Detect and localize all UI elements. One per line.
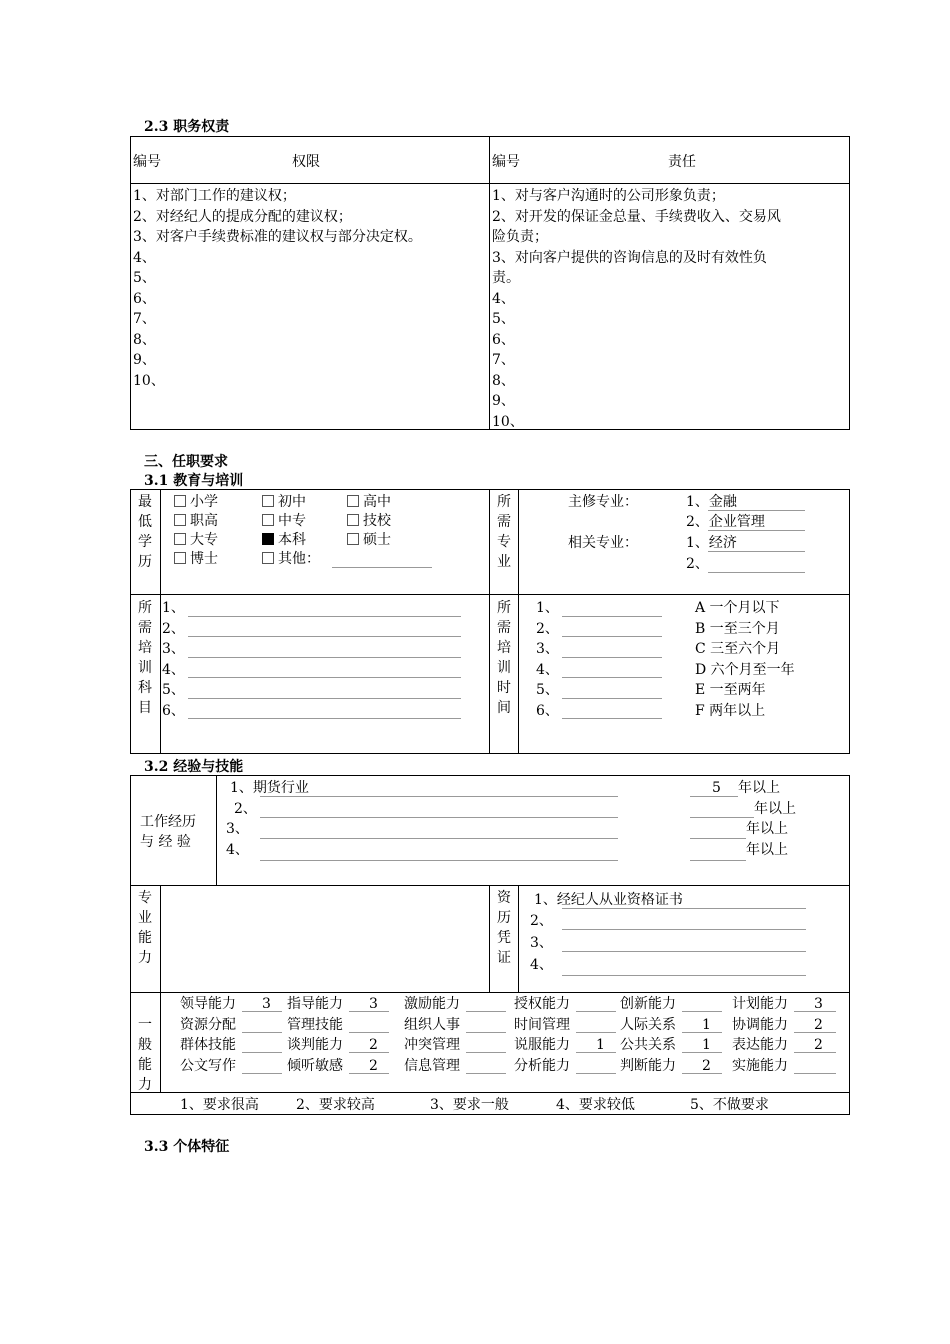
checkbox-icon (174, 495, 186, 507)
related-major-2: 2、 (686, 556, 709, 572)
legend-item: 1、要求很高 (180, 1097, 259, 1113)
ability-name: 组织人事 (404, 1017, 460, 1033)
ability-level: 1 (596, 1037, 605, 1053)
ability-name: 谈判能力 (287, 1037, 343, 1053)
ability-name: 分析能力 (514, 1058, 570, 1074)
ability-name: 群体技能 (180, 1037, 236, 1053)
rights-item: 5、 (133, 270, 156, 286)
duty-item: 6、 (492, 331, 515, 348)
work-experience-label-2: 与 经 验 (140, 834, 191, 850)
training-subjects-list: 1、 2、 3、 4、 5、 6、 (162, 600, 185, 719)
duty-item: 7、 (492, 352, 515, 368)
checkbox-icon (174, 533, 186, 545)
ability-level-field[interactable] (466, 1011, 506, 1012)
edu-option[interactable]: 技校 (347, 511, 391, 531)
ability-name: 计划能力 (732, 996, 788, 1012)
ability-level-field[interactable] (576, 1032, 616, 1033)
ability-level-field[interactable] (682, 1011, 722, 1012)
ability-level: 2 (369, 1058, 378, 1074)
checkbox-icon (262, 552, 274, 564)
cert-item: 2、 (530, 913, 553, 929)
professional-ability-label: 专 业 能 力 (138, 890, 152, 966)
ability-name: 倾听敏感 (287, 1058, 343, 1074)
edu-option[interactable]: 高中 (347, 492, 391, 512)
ability-level: 2 (814, 1037, 823, 1053)
section-3-title: 三、任职要求 (144, 454, 228, 470)
rights-item: 10、 (133, 372, 165, 389)
years-value: 5 (712, 780, 721, 796)
ability-level-field[interactable] (794, 1073, 836, 1074)
edu-option-checked[interactable]: 本科 (262, 530, 306, 550)
ability-name: 管理技能 (287, 1017, 343, 1033)
ability-name: 授权能力 (514, 996, 570, 1012)
rights-item: 7、 (133, 311, 156, 327)
legend-item: 2、要求较高 (296, 1097, 375, 1113)
ability-level: 1 (702, 1017, 711, 1033)
section-3-3-title: 3.3 个体特征 (144, 1139, 230, 1155)
duty-item: 5、 (492, 311, 515, 327)
ability-name: 人际关系 (620, 1017, 676, 1033)
years-suffix: 年以上 (738, 780, 780, 796)
checkbox-icon (262, 495, 274, 507)
related-major-label: 相关专业： (568, 535, 638, 551)
legend-item: 4、要求较低 (556, 1097, 635, 1113)
checkbox-icon (347, 514, 359, 526)
checkbox-checked-icon (262, 533, 274, 545)
ability-level-field[interactable] (349, 1032, 389, 1033)
work-item: 2、 (234, 801, 257, 817)
ability-name: 公文写作 (180, 1058, 236, 1074)
ability-level-field[interactable] (242, 1073, 282, 1074)
rights-item: 8、 (133, 331, 156, 348)
section-2-3-title: 2.3 职务权责 (144, 119, 230, 135)
years-suffix: 年以上 (754, 801, 796, 817)
duty-item: 4、 (492, 290, 515, 307)
credentials-label: 资 历 凭 证 (497, 890, 511, 966)
checkbox-icon (174, 514, 186, 526)
training-time-label: 所 需 培 训 时 间 (497, 600, 511, 716)
ability-name: 时间管理 (514, 1017, 570, 1033)
training-time-options: A 一个月以下 B 一至三个月 C 三至六个月 D 六个月至一年 E 一至两年 F 两年以上 (695, 600, 795, 719)
duties-list (492, 186, 781, 432)
work-item: 3、 (226, 821, 249, 837)
main-major-1: 1、金融 (686, 494, 737, 510)
header-rights: 权限 (292, 154, 320, 170)
header-duty: 责任 (668, 154, 696, 170)
duty-item: 10、 (492, 413, 524, 430)
ability-name: 领导能力 (180, 996, 236, 1012)
duty-item: 责。 (492, 270, 520, 286)
rights-item: 6、 (133, 290, 156, 307)
duty-item: 3、对向客户提供的咨询信息的及时有效性负 (492, 249, 767, 266)
duty-item: 9、 (492, 393, 515, 409)
legend-item: 3、要求一般 (430, 1097, 509, 1113)
work-items: 1、期货行业 (230, 780, 309, 796)
section-3-2-title: 3.2 经验与技能 (144, 759, 244, 775)
ability-level-field[interactable] (466, 1052, 506, 1053)
other-input[interactable] (332, 567, 432, 568)
checkbox-icon (174, 552, 186, 564)
edu-option[interactable]: 其他： (262, 549, 320, 569)
checkbox-icon (262, 514, 274, 526)
ability-name: 指导能力 (287, 996, 343, 1012)
ability-level: 3 (262, 996, 271, 1012)
ability-level-field[interactable] (466, 1073, 506, 1074)
ability-name: 资源分配 (180, 1017, 236, 1033)
ability-level-field[interactable] (242, 1032, 282, 1033)
ability-level: 1 (702, 1037, 711, 1053)
rights-list (133, 186, 422, 391)
duty-item: 1、对与客户沟通时的公司形象负责； (492, 188, 725, 204)
cert-item: 4、 (530, 957, 553, 973)
rights-item: 4、 (133, 249, 156, 266)
edu-option[interactable]: 中专 (262, 511, 306, 531)
ability-level: 2 (814, 1017, 823, 1033)
main-major-2: 2、企业管理 (686, 514, 765, 530)
checkbox-icon (347, 533, 359, 545)
ability-level-field[interactable] (466, 1032, 506, 1033)
training-time-list: 1、 2、 3、 4、 5、 6、 (536, 600, 559, 719)
rights-item: 1、对部门工作的建议权； (133, 188, 296, 204)
ability-level: 3 (814, 996, 823, 1012)
work-item: 4、 (226, 842, 249, 858)
work-experience-label: 工作经历 (140, 814, 196, 830)
main-major-label: 主修专业： (568, 494, 638, 510)
ability-level: 2 (369, 1037, 378, 1053)
related-major-1: 1、经济 (686, 535, 737, 551)
duty-item: 险负责； (492, 229, 548, 245)
ability-name: 说服能力 (514, 1037, 570, 1053)
ability-level-field[interactable] (576, 1073, 616, 1074)
section-3-1-title: 3.1 教育与培训 (144, 473, 244, 489)
rights-item: 3、对客户手续费标准的建议权与部分决定权。 (133, 229, 422, 245)
ability-name: 协调能力 (732, 1017, 788, 1033)
checkbox-icon (347, 495, 359, 507)
cert-item: 1、经纪人从业资格证书 (534, 892, 683, 908)
edu-option[interactable]: 初中 (262, 492, 306, 512)
ability-name: 激励能力 (404, 996, 460, 1012)
ability-name: 信息管理 (404, 1058, 460, 1074)
edu-option[interactable]: 职高 (174, 511, 218, 531)
ability-name: 实施能力 (732, 1058, 788, 1074)
rights-item: 2、对经纪人的提成分配的建议权； (133, 208, 352, 225)
ability-level-field[interactable] (242, 1052, 282, 1053)
header-number: 编号 (133, 154, 161, 170)
edu-option[interactable]: 小学 (174, 492, 218, 512)
ability-name: 表达能力 (732, 1037, 788, 1053)
header-number-2: 编号 (492, 154, 520, 170)
major-label: 所 需 专 业 (497, 494, 511, 570)
ability-name: 冲突管理 (404, 1037, 460, 1053)
ability-name: 创新能力 (620, 996, 676, 1012)
ability-level: 2 (702, 1058, 711, 1074)
general-ability-label: 一 般 能 力 (138, 1017, 152, 1093)
edu-option[interactable]: 硕士 (347, 530, 391, 550)
edu-option[interactable]: 博士 (174, 549, 218, 569)
training-subjects-label: 所 需 培 训 科 目 (138, 600, 152, 716)
min-education-label: 最 低 学 历 (138, 494, 152, 570)
rights-item: 9、 (133, 352, 156, 368)
ability-level-field[interactable] (576, 1011, 616, 1012)
legend-item: 5、不做要求 (690, 1097, 769, 1113)
years-suffix: 年以上 (746, 821, 788, 837)
duty-item: 2、对开发的保证金总量、手续费收入、交易风 (492, 208, 781, 225)
ability-level: 3 (369, 996, 378, 1012)
ability-name: 公共关系 (620, 1037, 676, 1053)
cert-item: 3、 (530, 935, 553, 951)
duty-item: 8、 (492, 372, 515, 389)
ability-name: 判断能力 (620, 1058, 676, 1074)
years-suffix: 年以上 (746, 842, 788, 858)
edu-option[interactable]: 大专 (174, 530, 218, 550)
